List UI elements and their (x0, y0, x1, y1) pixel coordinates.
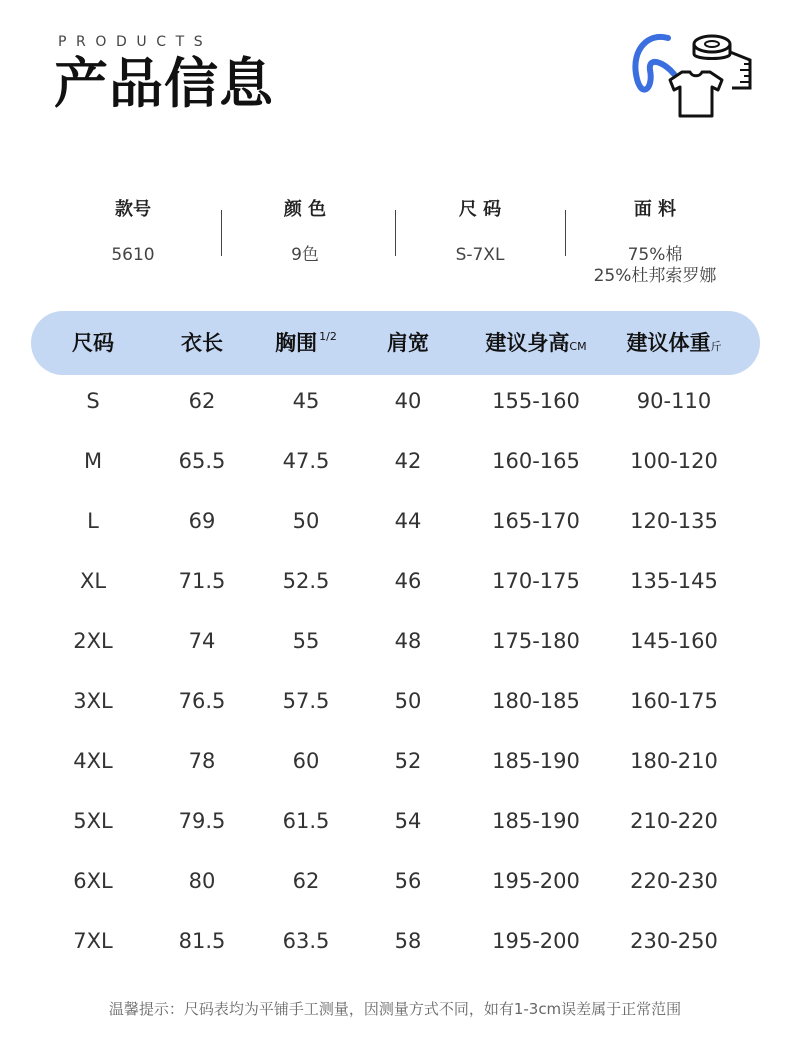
weight-cell: 135-145 (630, 569, 718, 593)
size-cell: S (86, 389, 100, 413)
height-cell: 180-185 (492, 689, 580, 713)
info-item-size (393, 198, 567, 266)
column-header-label: 建议身高 (485, 331, 570, 355)
shoulder-cell: 46 (394, 569, 422, 593)
size-cell: XL (79, 569, 107, 593)
length-cell: 79.5 (178, 809, 226, 833)
weight-cell: 145-160 (630, 629, 718, 653)
chest-cell: 50 (292, 509, 320, 533)
shoulder-cell: 44 (394, 509, 422, 533)
size-cell: 7XL (73, 929, 113, 953)
length-cell: 62 (188, 389, 216, 413)
shoulder-cell: 52 (394, 749, 422, 773)
length-cell: 74 (188, 629, 216, 653)
column-header-size (43, 311, 143, 375)
table-row (0, 911, 790, 971)
height-cell: 165-170 (492, 509, 580, 533)
length-cell: 65.5 (178, 449, 226, 473)
column-header-unit: 1/2 (319, 330, 337, 343)
info-item-color (218, 198, 392, 266)
height-cell: 195-200 (492, 929, 580, 953)
height-cell: 155-160 (492, 389, 580, 413)
table-row (0, 671, 790, 731)
measurement-note: 温馨提示：尺码表均为平铺手工测量，因测量方式不同，如有1-3cm误差属于正常范围 (108, 1000, 682, 1018)
chest-cell: 52.5 (282, 569, 330, 593)
column-header-unit: 斤 (710, 340, 722, 353)
shoulder-cell: 48 (394, 629, 422, 653)
size-cell: 5XL (73, 809, 113, 833)
chest-cell: 61.5 (282, 809, 330, 833)
size-cell: 2XL (73, 629, 113, 653)
height-cell: 175-180 (492, 629, 580, 653)
info-value: 75%棉 25%杜邦索罗娜 (593, 245, 717, 286)
size-cell: 6XL (73, 869, 113, 893)
table-row (0, 851, 790, 911)
weight-cell: 160-175 (630, 689, 718, 713)
info-label: 颜 色 (283, 199, 327, 220)
chest-cell: 55 (292, 629, 320, 653)
info-label: 面 料 (633, 199, 677, 220)
size-table-body (0, 371, 790, 971)
column-header-shoulder (358, 311, 458, 375)
height-cell: 195-200 (492, 869, 580, 893)
table-row (0, 791, 790, 851)
chest-cell: 60 (292, 749, 320, 773)
height-cell: 160-165 (492, 449, 580, 473)
length-cell: 80 (188, 869, 216, 893)
shoulder-cell: 50 (394, 689, 422, 713)
info-label: 款号 (115, 199, 151, 220)
shoulder-cell: 40 (394, 389, 422, 413)
table-row (0, 731, 790, 791)
weight-cell: 180-210 (630, 749, 718, 773)
weight-cell: 90-110 (636, 389, 712, 413)
shoulder-cell: 42 (394, 449, 422, 473)
page-title: 产品信息 (54, 52, 274, 115)
weight-cell: 210-220 (630, 809, 718, 833)
info-value: S-7XL (455, 245, 505, 265)
column-header-height (466, 311, 606, 375)
length-cell: 71.5 (178, 569, 226, 593)
info-item-style-number (46, 198, 220, 266)
column-header-weight (606, 311, 742, 375)
chest-cell: 47.5 (282, 449, 330, 473)
info-label: 尺 码 (458, 199, 502, 220)
divider (565, 210, 566, 256)
tshirt-measuring-tape-icon (628, 30, 756, 122)
column-header-chest (256, 311, 356, 375)
shoulder-cell: 54 (394, 809, 422, 833)
length-cell: 69 (188, 509, 216, 533)
column-header-label: 衣长 (181, 331, 223, 355)
column-header-label: 肩宽 (387, 331, 429, 355)
size-cell: 4XL (73, 749, 113, 773)
length-cell: 76.5 (178, 689, 226, 713)
length-cell: 81.5 (178, 929, 226, 953)
height-cell: 185-190 (492, 809, 580, 833)
chest-cell: 57.5 (282, 689, 330, 713)
chest-cell: 62 (292, 869, 320, 893)
chest-cell: 45 (292, 389, 320, 413)
shoulder-cell: 58 (394, 929, 422, 953)
column-header-label: 尺码 (72, 331, 114, 355)
size-cell: L (87, 509, 99, 533)
size-cell: M (83, 449, 103, 473)
chest-cell: 63.5 (282, 929, 330, 953)
info-value: 5610 (111, 245, 155, 265)
table-row (0, 431, 790, 491)
column-header-length (152, 311, 252, 375)
info-item-fabric (568, 198, 742, 287)
table-row (0, 551, 790, 611)
info-value: 9色 (291, 245, 319, 265)
height-cell: 185-190 (492, 749, 580, 773)
table-row (0, 611, 790, 671)
height-cell: 170-175 (492, 569, 580, 593)
product-info-bar (46, 198, 750, 288)
column-header-label: 建议体重 (626, 331, 711, 355)
weight-cell: 120-135 (630, 509, 718, 533)
weight-cell: 230-250 (630, 929, 718, 953)
eyebrow-text: PRODUCTS (58, 34, 213, 50)
length-cell: 78 (188, 749, 216, 773)
weight-cell: 220-230 (630, 869, 718, 893)
size-cell: 3XL (73, 689, 113, 713)
shoulder-cell: 56 (394, 869, 422, 893)
column-header-label: 胸围 (275, 331, 318, 355)
column-header-unit: CM (569, 340, 587, 353)
table-row (0, 371, 790, 431)
table-row (0, 491, 790, 551)
weight-cell: 100-120 (630, 449, 718, 473)
